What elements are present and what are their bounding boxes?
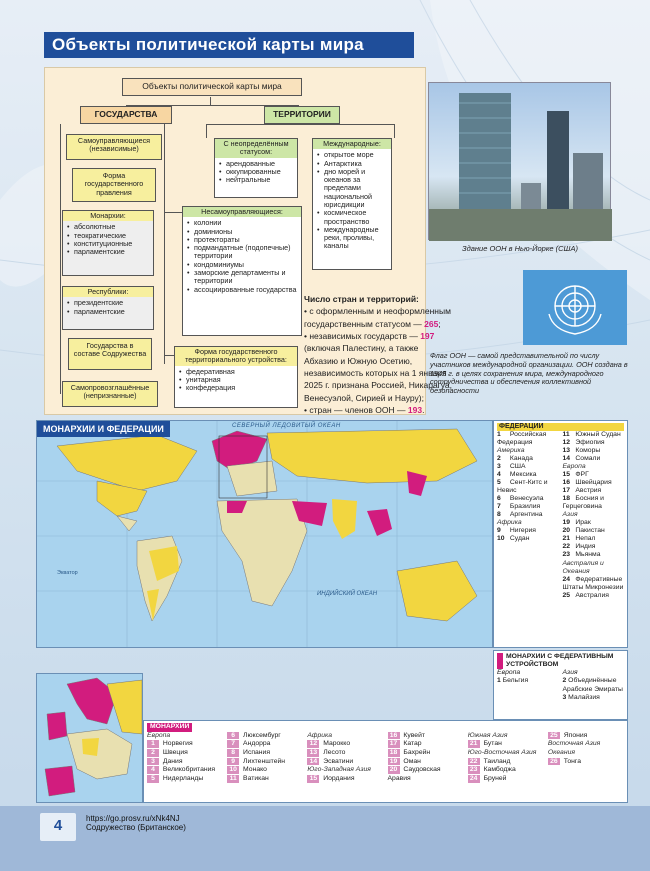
form-gov-box: Форма государственного правления <box>72 168 156 202</box>
legend-label: Швейцария <box>573 479 612 487</box>
legend-label: Испания <box>241 749 271 757</box>
legend-item <box>388 732 464 741</box>
monarchies-column <box>548 732 624 784</box>
list-item: • нейтральные <box>219 176 293 184</box>
footer-link[interactable] <box>86 814 186 832</box>
legend-item <box>147 766 223 775</box>
territorial-structure-box <box>174 346 298 408</box>
undefined-title: С неопределённым статусом: <box>215 139 297 158</box>
legend-number: 20 <box>388 766 400 773</box>
section-label: Юго-Восточная Азия <box>467 749 537 757</box>
legend-label: Дания <box>161 757 183 765</box>
legend-number: 25 <box>562 591 571 599</box>
legend-item <box>563 447 625 455</box>
section-label: Африка <box>307 731 333 739</box>
section-label: Азия <box>562 669 578 677</box>
section-label: Европа <box>562 463 586 471</box>
monarchies-column <box>227 732 303 784</box>
legend-item <box>147 740 223 749</box>
legend-number: 6 <box>227 732 239 739</box>
page-title: Объекты политической карты мира <box>44 32 414 58</box>
commonwealth-box: Государства в составе Содружества <box>68 338 152 370</box>
photo-caption: Здание ООН в Нью-Йорке (США) <box>462 244 578 253</box>
legend-item <box>563 551 625 559</box>
legend-number: 16 <box>562 479 571 487</box>
legend-label: Австрия <box>573 487 602 495</box>
legend-label: Лесото <box>321 749 346 757</box>
legend-number: 6 <box>497 495 501 503</box>
legend-number: 19 <box>388 758 400 765</box>
legend-number: 1 <box>497 431 501 439</box>
legend-number: 1 <box>147 740 159 747</box>
legend-number: 24 <box>562 575 571 583</box>
un-emblem-icon <box>523 270 627 345</box>
federations-title: ФЕДЕРАЦИИ <box>497 423 624 431</box>
legend-item <box>307 740 383 749</box>
legend-number: 4 <box>147 766 159 773</box>
legend-label: Венесуэла <box>508 495 544 503</box>
list-item: • открытое море <box>317 151 387 159</box>
monarchies-grid <box>147 732 624 784</box>
legend-number: 7 <box>227 740 239 747</box>
list-item: • Антарктика <box>317 160 387 168</box>
legend-number: 7 <box>497 503 501 511</box>
world-map-drawing <box>37 421 493 648</box>
legend-label: Бахрейн <box>401 749 431 757</box>
legend-label: Андорра <box>241 740 271 748</box>
self-governing-box: Самоуправляющиеся (независимые) <box>66 134 162 160</box>
connector <box>164 355 174 356</box>
legend-number: 5 <box>497 479 501 487</box>
non-self-governing-box <box>182 206 302 336</box>
monarchies-legend <box>143 720 628 803</box>
monarchies-title: МОНАРХИИ <box>147 723 192 732</box>
section-label: Австралия и Океания <box>562 559 604 575</box>
legend-label: Южный Судан <box>573 431 621 439</box>
legend-number: 14 <box>307 758 319 765</box>
legend-number: 2 <box>497 455 501 463</box>
section-label: Европа <box>497 669 521 677</box>
legend-number: 17 <box>388 740 400 747</box>
legend-label: Норвегия <box>161 740 193 748</box>
legend-label: Катар <box>401 740 422 748</box>
monarchies-column <box>307 732 383 784</box>
list-item: 3 Малайзия <box>562 693 600 701</box>
legend-label: Ватикан <box>241 775 269 783</box>
legend-label: Тонга <box>561 757 582 765</box>
legend-label: Сомали <box>573 455 601 463</box>
connector <box>206 124 394 125</box>
federal-monarchies-legend <box>493 650 628 720</box>
list-item: 1 Бельгия <box>497 677 529 685</box>
non-self-title: Несамоуправляющиеся: <box>183 207 301 217</box>
legend-number: 9 <box>227 758 239 765</box>
monarchies-title: Монархии: <box>63 211 153 221</box>
section-label: Океания <box>547 749 575 757</box>
legend-item <box>227 775 303 784</box>
legend-item <box>563 495 625 511</box>
legend-number: 22 <box>468 758 480 765</box>
states-header: ГОСУДАРСТВА <box>80 106 172 124</box>
legend-number: 19 <box>562 519 571 527</box>
legend-number: 10 <box>497 535 505 543</box>
section-label: Америка <box>497 447 525 455</box>
legend-label: Сент-Китс и Невис <box>497 479 548 495</box>
legend-number: 3 <box>147 758 159 765</box>
legend-label: Камбоджа <box>481 766 516 774</box>
legend-label: Непал <box>573 535 596 543</box>
legend-item <box>468 740 544 749</box>
legend-item <box>497 463 559 471</box>
ocean-label-indian: ИНДИЙСКИЙ ОКЕАН <box>317 591 378 597</box>
structure-title: Форма государственного территориального устройства: <box>175 347 297 366</box>
legend-item <box>548 732 624 741</box>
list-item: • президентские <box>67 299 149 307</box>
federal-monarchies-title: МОНАРХИИ С ФЕДЕРАТИВНЫМ УСТРОЙСТВОМ <box>497 653 624 669</box>
section-label: Восточная Азия <box>547 740 601 748</box>
legend-label: ФРГ <box>573 471 589 479</box>
legend-item <box>563 576 625 592</box>
legend-label: Босния и Герцеговина <box>562 495 604 511</box>
legend-number: 18 <box>562 495 571 503</box>
legend-label: Монако <box>241 766 267 774</box>
map-title: МОНАРХИИ И ФЕДЕРАЦИИ <box>37 421 170 437</box>
legend-item <box>563 455 625 463</box>
un-building-photo <box>428 82 611 240</box>
legend-item <box>497 455 559 463</box>
legend-item <box>388 758 464 767</box>
connector <box>206 124 207 138</box>
list-item: • конфедерация <box>179 384 293 392</box>
legend-item <box>147 749 223 758</box>
ocean-label-north: СЕВЕРНЫЙ ЛЕДОВИТЫЙ ОКЕАН <box>232 423 341 429</box>
legend-label: Мьянма <box>573 551 601 559</box>
legend-item <box>563 592 625 600</box>
legend-number: 3 <box>497 463 501 471</box>
legend-label: Таиланд <box>481 757 511 765</box>
legend-number: 2 <box>147 749 159 756</box>
legend-item <box>497 503 559 511</box>
list-item: • дно морей и океанов за пределами национальной юрисдикции <box>317 168 387 209</box>
legend-label: Великобритания <box>161 766 216 774</box>
list-item: • доминионы <box>187 228 297 236</box>
legend-item <box>548 758 624 767</box>
legend-label: Индия <box>573 543 596 551</box>
legend-number: 13 <box>307 749 319 756</box>
country-counts <box>304 293 454 416</box>
un-flag <box>523 270 627 345</box>
list-item: • теократические <box>67 232 149 240</box>
legend-label: Кувейт <box>401 731 425 739</box>
legend-item <box>388 740 464 749</box>
legend-item <box>497 527 559 535</box>
legend-number: 18 <box>388 749 400 756</box>
legend-number: 11 <box>562 431 570 439</box>
legend-item <box>227 732 303 741</box>
list-item: • кондоминиумы <box>187 261 297 269</box>
list-item: • ассоциированные государства <box>187 286 297 294</box>
legend-number: 12 <box>307 740 319 747</box>
legend-label: Лихтенштейн <box>241 757 286 765</box>
legend-item <box>227 740 303 749</box>
list-item: • федеративная <box>179 368 293 376</box>
un-building-illustration <box>429 83 612 241</box>
legend-label: Бруней <box>481 775 507 783</box>
monarchies-column <box>468 732 544 784</box>
legend-item <box>388 766 464 783</box>
list-item: • подмандатные (подопечные) территории <box>187 244 297 261</box>
legend-label: Пакистан <box>573 527 605 535</box>
legend-label: Япония <box>561 731 588 739</box>
legend-label: Саудовская Аравия <box>387 766 441 783</box>
flag-caption: Флаг ООН — самой представительной по числу участников международной организации. ООН создана в 1945 г. в целях сохранения мира, международного сотрудничества и обеспечения коллективной безопасности <box>430 351 628 395</box>
list-item: • колонии <box>187 219 297 227</box>
legend-item <box>497 511 559 519</box>
legend-item <box>227 749 303 758</box>
legend-item <box>468 775 544 784</box>
undefined-status-box <box>214 138 298 198</box>
legend-number: 23 <box>562 551 571 559</box>
international-box <box>312 138 392 270</box>
list-item: • парламентские <box>67 248 149 256</box>
legend-number: 10 <box>227 766 239 773</box>
legend-label: Эфиопия <box>573 439 605 447</box>
legend-number: 8 <box>497 511 501 519</box>
legend-item <box>563 519 625 527</box>
legend-item <box>563 543 625 551</box>
legend-label: Аргентина <box>508 511 543 519</box>
legend-number: 25 <box>548 732 560 739</box>
legend-label: Коморы <box>573 447 601 455</box>
section-label: Азия <box>562 511 578 519</box>
list-item: • унитарная <box>179 376 293 384</box>
legend-number: 23 <box>468 766 480 773</box>
europe-map-drawing <box>37 674 143 803</box>
count-independent: • независимых государств — 197 (включая Палестину, а также Абхазию и Южную Осетию, независимость которых на 1 января 2025 г. признана Россией, Никарагуа, Венесуэлой, Сирией и Науру); <box>304 330 453 403</box>
monarchies-column <box>388 732 464 784</box>
legend-number: 9 <box>497 527 501 535</box>
legend-number: 15 <box>307 775 319 782</box>
legend-item <box>563 431 625 439</box>
list-item: • арендованные <box>219 160 293 168</box>
legend-number: 15 <box>562 471 571 479</box>
legend-label: Оман <box>401 757 421 765</box>
legend-item <box>388 749 464 758</box>
legend-label: Бразилия <box>508 503 541 511</box>
legend-item <box>497 471 559 479</box>
legend-item <box>227 766 303 775</box>
diagram-root: Объекты политической карты мира <box>122 78 302 96</box>
count-un: • стран — членов ООН — 193. <box>304 404 425 415</box>
legend-label: Судан <box>508 535 530 543</box>
legend-item <box>563 527 625 535</box>
legend-number: 21 <box>468 740 480 747</box>
legend-item <box>227 758 303 767</box>
legend-label: Мексика <box>508 471 537 479</box>
republics-title: Республики: <box>63 287 153 297</box>
connector <box>164 212 182 213</box>
legend-label: Эсватини <box>321 757 354 765</box>
legend-label: Нидерланды <box>161 775 204 783</box>
page-number: 4 <box>40 813 76 841</box>
legend-number: 24 <box>468 775 480 782</box>
legend-label: Федеративные Штаты Микронезии <box>562 575 624 591</box>
footer-url[interactable]: https://go.prosv.ru/xNk4NJ <box>86 814 180 823</box>
connector <box>60 124 61 394</box>
legend-label: Швеция <box>161 749 188 757</box>
federations-column-2 <box>563 431 625 599</box>
legend-item <box>497 495 559 503</box>
list-item: • конституционные <box>67 240 149 248</box>
legend-number: 5 <box>147 775 159 782</box>
section-label: Европа <box>147 731 171 739</box>
equator-label: Экватор <box>57 570 78 576</box>
legend-number: 4 <box>497 471 501 479</box>
connector <box>394 124 395 138</box>
legend-item <box>497 535 559 543</box>
list-item: • международные реки, проливы, каналы <box>317 226 387 251</box>
legend-item <box>307 775 383 784</box>
list-item: • протектораты <box>187 236 297 244</box>
legend-label: Бутан <box>481 740 502 748</box>
territories-header: ТЕРРИТОРИИ <box>264 106 340 124</box>
footer-url-caption: Содружество (Британское) <box>86 823 186 832</box>
legend-label: Люксембург <box>241 731 281 739</box>
legend-label: Российская Федерация <box>497 431 547 447</box>
monarchies-column <box>147 732 223 784</box>
legend-item <box>563 479 625 487</box>
legend-number: 22 <box>562 543 571 551</box>
federations-legend <box>493 420 628 648</box>
legend-number: 13 <box>562 447 571 455</box>
legend-label: Канада <box>508 455 533 463</box>
legend-label: Австралия <box>573 591 609 599</box>
legend-label: США <box>508 463 526 471</box>
legend-number: 16 <box>388 732 400 739</box>
legend-item <box>497 431 559 447</box>
monarchies-box <box>62 210 154 276</box>
list-item: 2 Объединённые Арабские Эмираты <box>562 677 623 693</box>
count-all: • с оформленным и неоформленным государственным статусом — 265; <box>304 306 451 329</box>
legend-item <box>563 439 625 447</box>
section-label: Африка <box>497 519 522 527</box>
list-item: • космическое пространство <box>317 209 387 226</box>
legend-item <box>563 487 625 495</box>
self-proclaimed-box: Самопровозглашённые (непризнанные) <box>62 381 158 407</box>
list-item: • оккупированные <box>219 168 293 176</box>
legend-number: 17 <box>562 487 571 495</box>
legend-item <box>468 766 544 775</box>
republics-box <box>62 286 154 330</box>
connector <box>164 124 165 364</box>
federations-column-1 <box>497 431 559 599</box>
legend-number: 12 <box>562 439 571 447</box>
legend-number: 20 <box>562 527 571 535</box>
section-label: Юго-Западная Азия <box>307 766 371 774</box>
list-item: • парламентские <box>67 308 149 316</box>
legend-item <box>307 749 383 758</box>
connector <box>210 97 211 105</box>
world-map <box>36 420 493 648</box>
legend-number: 14 <box>562 455 571 463</box>
legend-number: 11 <box>227 775 239 782</box>
legend-number: 21 <box>562 535 571 543</box>
legend-label: Ирак <box>573 519 591 527</box>
legend-label: Марокко <box>321 740 351 748</box>
section-label: Южная Азия <box>467 731 508 739</box>
legend-item <box>497 479 559 495</box>
legend-item <box>563 535 625 543</box>
legend-number: 8 <box>227 749 239 756</box>
list-item: • абсолютные <box>67 223 149 231</box>
europe-inset-map <box>36 673 143 803</box>
legend-number: 26 <box>548 758 560 765</box>
legend-label: Иордания <box>321 775 355 783</box>
list-item: • заморские департаменты и территории <box>187 269 297 286</box>
counts-title: Число стран и территорий: <box>304 294 419 304</box>
legend-item <box>147 775 223 784</box>
international-title: Международные: <box>313 139 391 149</box>
legend-label: Нигерия <box>508 527 536 535</box>
